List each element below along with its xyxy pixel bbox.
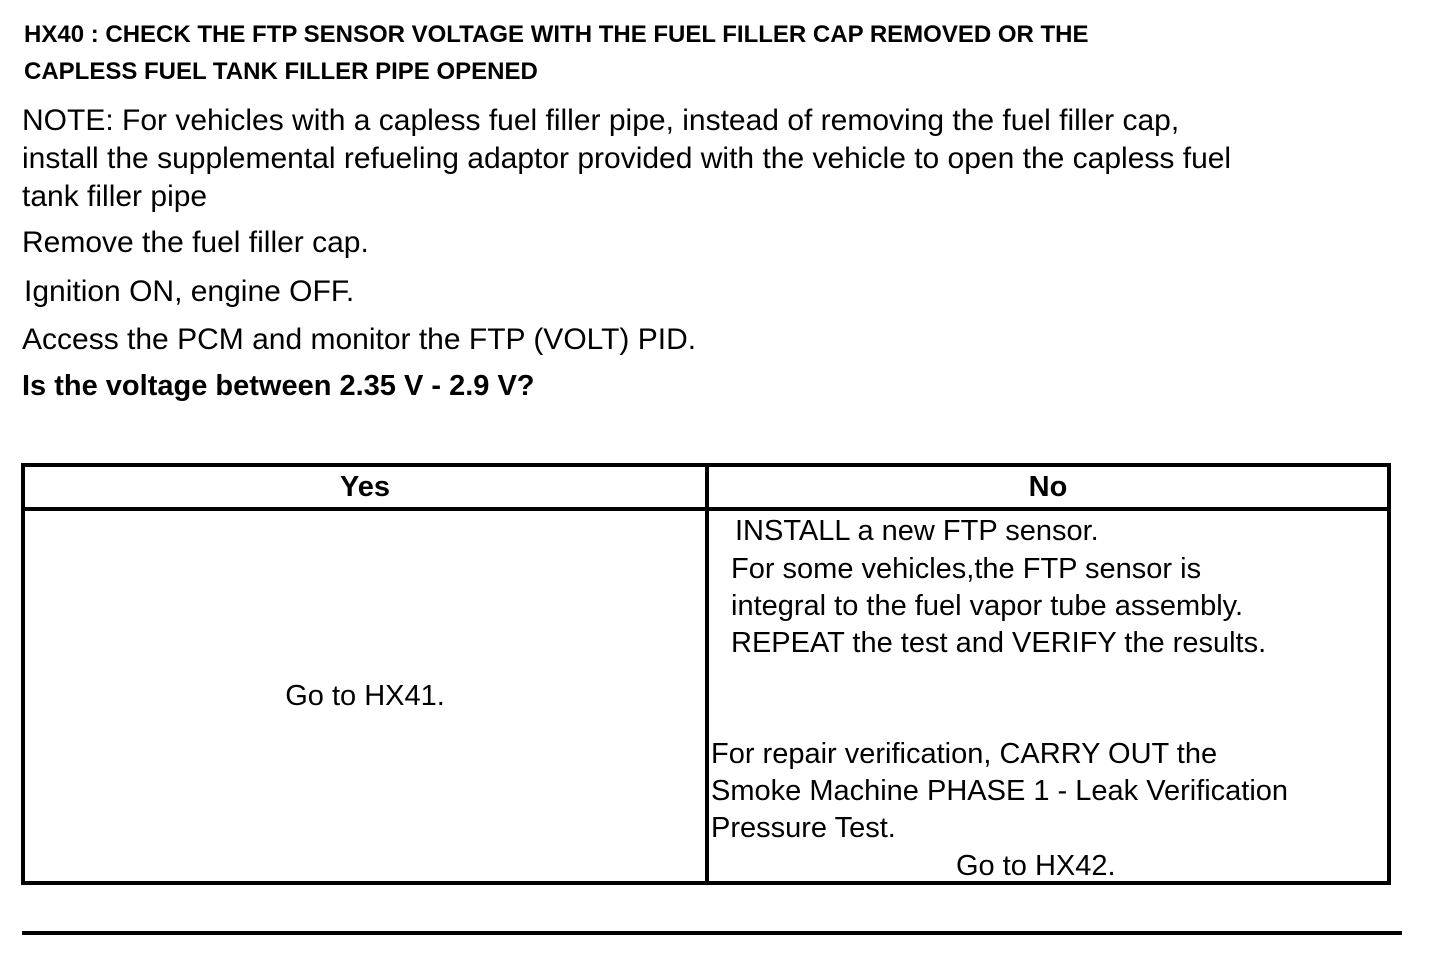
no-action-line: REPEAT the test and VERIFY the results.	[731, 627, 1267, 659]
no-action-line: integral to the fuel vapor tube assembly.	[731, 590, 1244, 622]
no-verification-line: For repair verification, CARRY OUT the	[711, 738, 1218, 770]
no-verification-line: Smoke Machine PHASE 1 - Leak Verification	[711, 775, 1289, 807]
step-access-pcm: Access the PCM and monitor the FTP (VOLT) PID.	[22, 323, 697, 356]
no-action-line: INSTALL a new FTP sensor.	[735, 515, 1099, 547]
note-paragraph	[22, 102, 1412, 216]
test-question: Is the voltage between 2.35 V - 2.9 V?	[22, 370, 535, 402]
step-ignition: Ignition ON, engine OFF.	[24, 275, 355, 308]
bottom-rule	[22, 931, 1402, 935]
heading-line-2: CAPLESS FUEL TANK FILLER PIPE OPENED	[24, 58, 538, 85]
no-action-line: For some vehicles,the FTP sensor is	[731, 553, 1202, 585]
step-remove-cap: Remove the fuel filler cap.	[22, 226, 369, 259]
section-heading	[24, 16, 1404, 90]
note-line-3: tank filler pipe	[22, 180, 208, 213]
no-result: Go to HX42.	[956, 850, 1116, 882]
result-table	[21, 463, 1391, 885]
column-divider	[705, 467, 709, 881]
yes-result: Go to HX41.	[285, 680, 445, 712]
yes-header: Yes	[340, 471, 390, 503]
no-verification-line: Pressure Test.	[711, 812, 896, 844]
note-line-1: NOTE: For vehicles with a capless fuel filler pipe, instead of removing the fuel filler cap,	[22, 104, 1180, 137]
heading-line-1: HX40 : CHECK THE FTP SENSOR VOLTAGE WITH THE FUEL FILLER CAP REMOVED OR THE	[24, 21, 1089, 48]
no-header: No	[1028, 471, 1068, 503]
note-line-2: install the supplemental refueling adaptor provided with the vehicle to open the capless fuel	[22, 142, 1232, 175]
